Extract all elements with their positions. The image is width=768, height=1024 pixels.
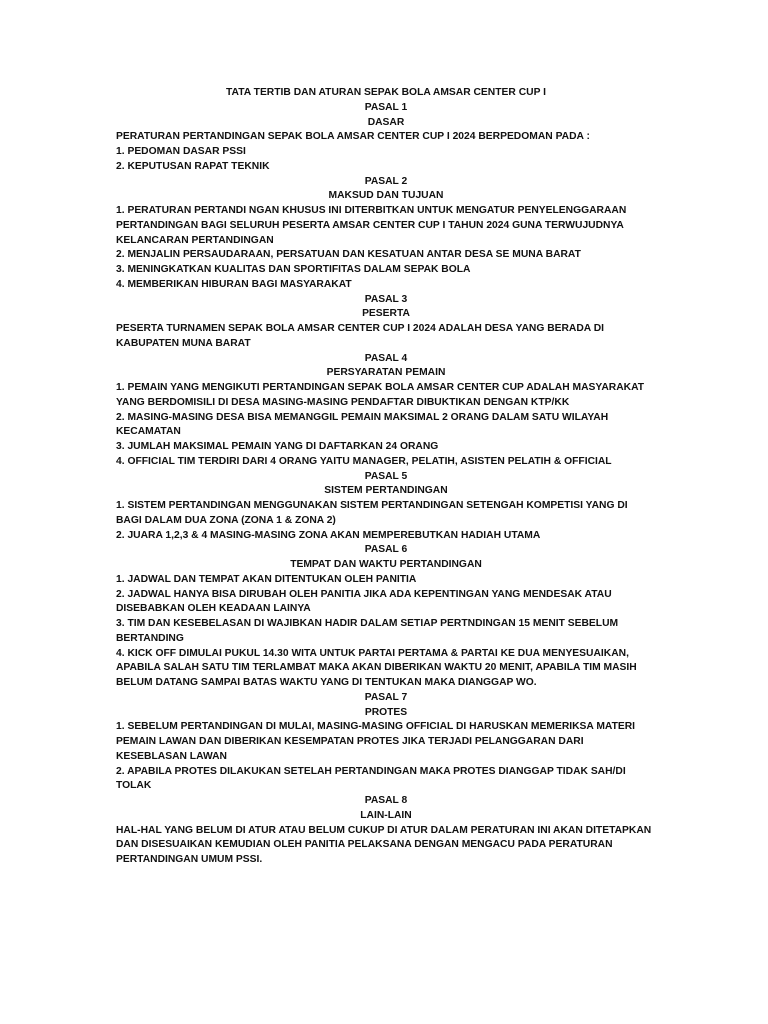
pasal-1-intro: PERATURAN PERTANDINGAN SEPAK BOLA AMSAR CENTER CUP I 2024 BERPEDOMAN PADA : [116, 131, 590, 143]
pasal-4-label: PASAL 4 [364, 352, 408, 364]
pasal-4-item: 4. OFFICIAL TIM TERDIRI DARI 4 ORANG YAITU MANAGER, PELATIH, ASISTEN PELATIH & OFFICIAL [116, 455, 612, 467]
pasal-6-item: 4. KICK OFF DIMULAI PUKUL 14.30 WITA UNTUK PARTAI PERTAMA & PARTAI KE DUA MENYESUAIKAN, APABILA SALAH SATU TIM TERLAMBAT MAKA AKAN DIBERIKAN WAKTU 20 MENIT, APABILA TIM MASIH BELUM DATANG SAMPAI BATAS WAKTU YANG DI TENTUKAN MAKA DIANGGAP WO. [116, 647, 637, 688]
pasal-4-item: 2. MASING-MASING DESA BISA MEMANGGIL PEMAIN MAKSIMAL 2 ORANG DALAM SATU WILAYAH KECAMATAN [116, 411, 609, 438]
pasal-1-item: 1. PEDOMAN DASAR PSSI [116, 146, 246, 157]
pasal-5-heading: SISTEM PERTANDINGAN [324, 485, 448, 497]
pasal-3-text: PESERTA TURNAMEN SEPAK BOLA AMSAR CENTER CUP I 2024 ADALAH DESA YANG BERADA DI KABUPATEN MUNA BARAT [116, 323, 605, 349]
pasal-7-item: 2. APABILA PROTES DILAKUKAN SETELAH PERTANDINGAN MAKA PROTES DIANGGAP TIDAK SAH/DI TOLAK [116, 765, 626, 792]
pasal-6-item: 1. JADWAL DAN TEMPAT AKAN DITENTUKAN OLEH PANITIA [116, 573, 417, 585]
document-title: TATA TERTIB DAN ATURAN SEPAK BOLA AMSAR CENTER CUP I [226, 87, 546, 98]
pasal-6-label: PASAL 6 [364, 544, 408, 556]
pasal-7-heading: PROTES [364, 706, 408, 718]
pasal-5-item: 2. JUARA 1,2,3 & 4 MASING-MASING ZONA AKAN MEMPEREBUTKAN HADIAH UTAMA [116, 529, 541, 541]
pasal-6-item: 3. TIM DAN KESEBELASAN DI WAJIBKAN HADIR DALAM SETIAP PERTNDINGAN 15 MENIT SEBELUM BERTANDING [116, 618, 619, 644]
document-page [116, 86, 656, 868]
pasal-1-heading: DASAR [367, 116, 405, 128]
pasal-8-heading: LAIN-LAIN [360, 809, 412, 821]
pasal-2-item: 4. MEMBERIKAN HIBURAN BAGI MASYARAKAT [116, 278, 352, 290]
pasal-3-heading: PESERTA [362, 308, 410, 320]
pasal-7-label: PASAL 7 [364, 691, 408, 703]
pasal-1-label: PASAL 1 [364, 101, 408, 113]
pasal-7-item: 1. SEBELUM PERTANDINGAN DI MULAI, MASING-MASING OFFICIAL DI HARUSKAN MEMERIKSA MATERI PEMAIN LAWAN DAN DIBERIKAN KESEMPATAN PROTES JIKA TERJADI PELANGGARAN DARI KESEBLASAN LAWAN [116, 721, 636, 762]
pasal-2-item: 1. PERATURAN PERTANDI NGAN KHUSUS INI DITERBITKAN UNTUK MENGATUR PENYELENGGARAAN PERTANDINGAN BAGI SELURUH PESERTA AMSAR CENTER CUP I TAHUN 2024 GUNA TERWUJUDNYA KELANCARAN PERTANDINGAN [116, 205, 627, 246]
pasal-8-label: PASAL 8 [364, 795, 408, 806]
pasal-4-item: 3. JUMLAH MAKSIMAL PEMAIN YANG DI DAFTARKAN 24 ORANG [116, 441, 439, 452]
pasal-5-label: PASAL 5 [364, 470, 408, 482]
pasal-6-item: 2. JADWAL HANYA BISA DIRUBAH OLEH PANITIA JIKA ADA KEPENTINGAN YANG MENDESAK ATAU DISEBABKAN OLEH KEADAAN LAINYA [116, 588, 612, 615]
pasal-4-item: 1. PEMAIN YANG MENGIKUTI PERTANDINGAN SEPAK BOLA AMSAR CENTER CUP ADALAH MASYARAKAT YANG BERDOMISILI DI DESA MASING-MASING PENDAFTAR DIBUKTIKAN DENGAN KTP/KK [116, 382, 645, 408]
pasal-3-label: PASAL 3 [364, 293, 408, 305]
pasal-6-heading: TEMPAT DAN WAKTU PERTANDINGAN [290, 559, 482, 570]
pasal-2-item: 2. MENJALIN PERSAUDARAAN, PERSATUAN DAN KESATUAN ANTAR DESA SE MUNA BARAT [116, 249, 581, 261]
pasal-2-item: 3. MENINGKATKAN KUALITAS DAN SPORTIFITAS DALAM SEPAK BOLA [116, 264, 471, 275]
pasal-2-heading: MAKSUD DAN TUJUAN [328, 190, 444, 202]
pasal-2-label: PASAL 2 [364, 175, 408, 187]
pasal-4-heading: PERSYARATAN PEMAIN [326, 367, 446, 379]
pasal-5-item: 1. SISTEM PERTANDINGAN MENGGUNAKAN SISTEM PERTANDINGAN SETENGAH KOMPETISI YANG DI BAGI DALAM DUA ZONA (ZONA 1 & ZONA 2) [116, 500, 628, 526]
pasal-8-text: HAL-HAL YANG BELUM DI ATUR ATAU BELUM CUKUP DI ATUR DALAM PERATURAN INI AKAN DITETAPKAN DAN DISESUAIKAN KEMUDIAN OLEH PANITIA PELAKSANA DENGAN MENGACU PADA PERATURAN PERTANDINGAN UMUM PSSI. [116, 824, 652, 865]
pasal-1-item: 2. KEPUTUSAN RAPAT TEKNIK [116, 160, 270, 172]
